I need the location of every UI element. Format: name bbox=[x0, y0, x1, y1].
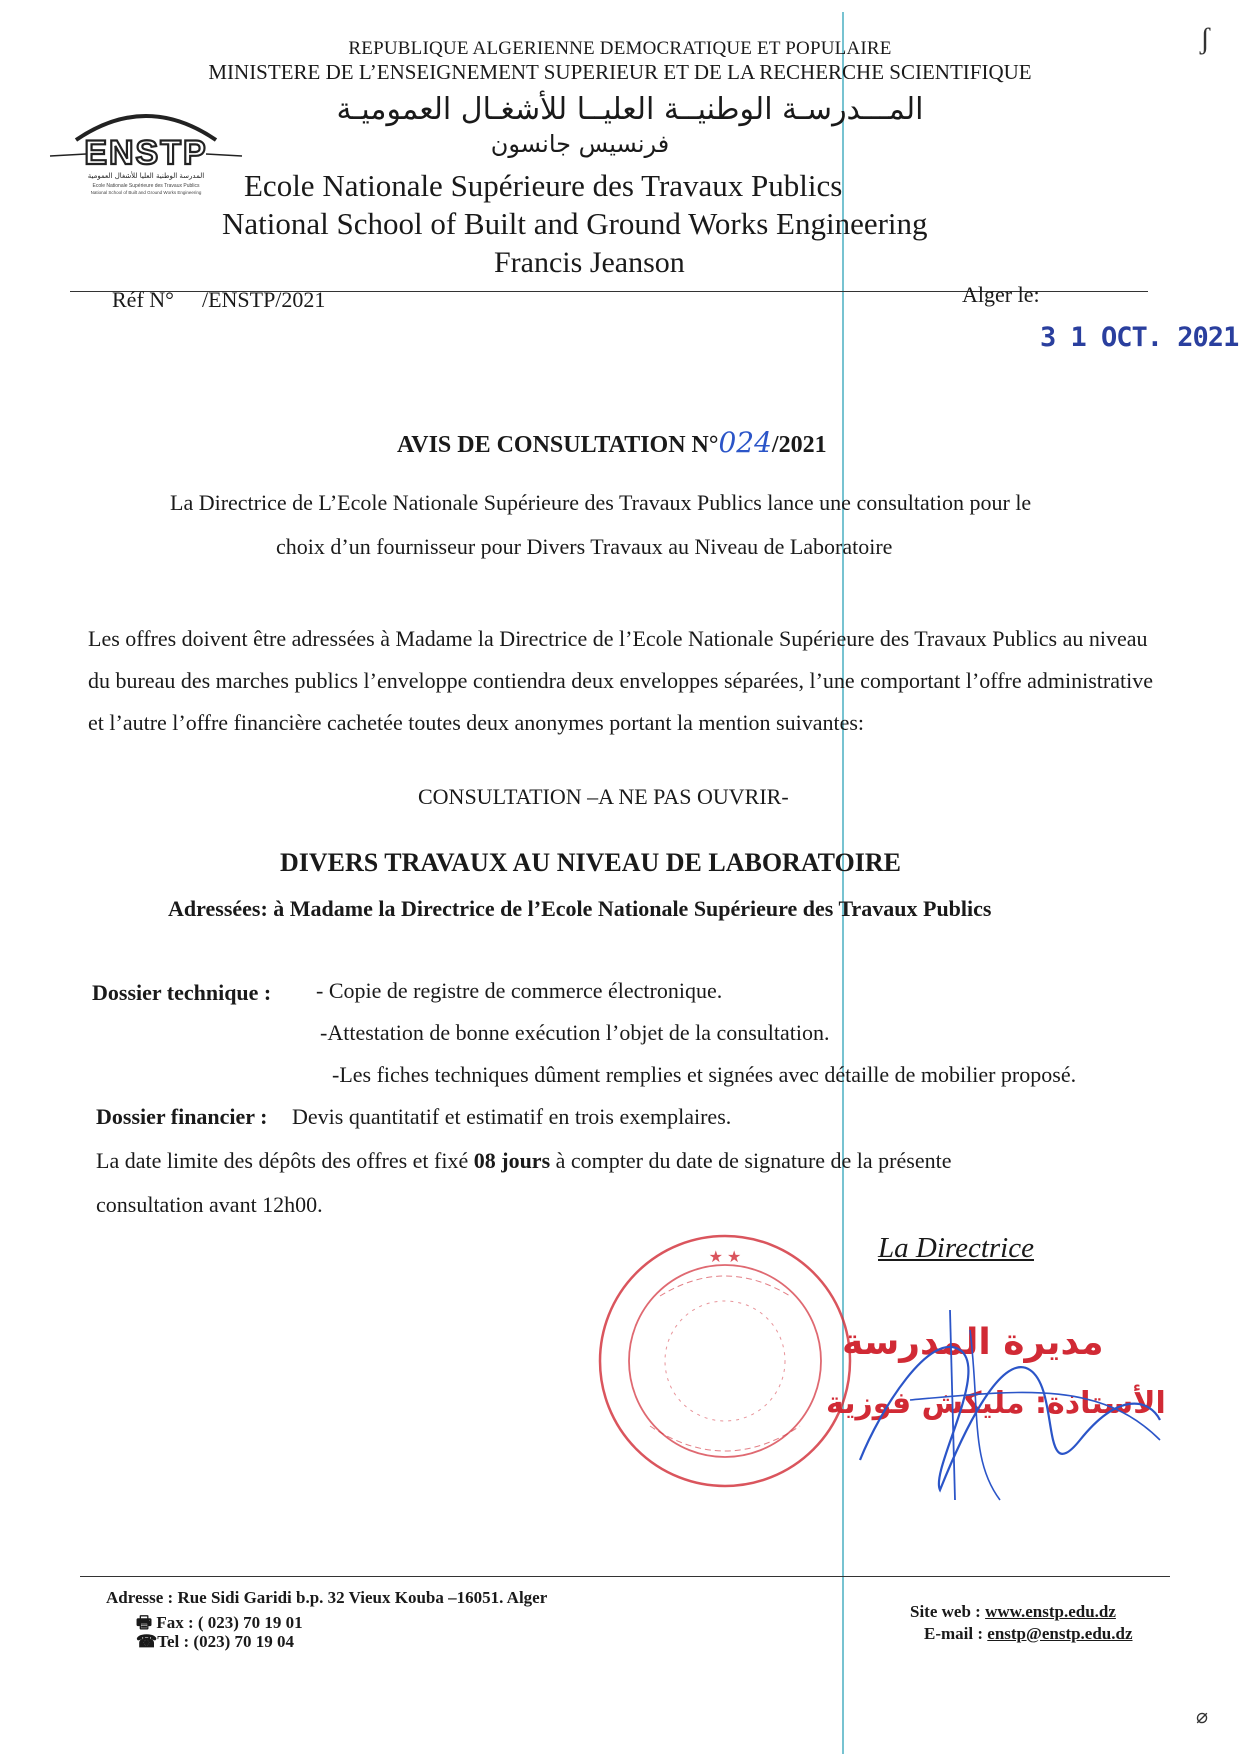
corner-mark: ⌀ bbox=[1196, 1706, 1209, 1728]
corner-mark: ʃ bbox=[1200, 22, 1210, 55]
financial-file-text: Devis quantitatif et estimatif en trois exemplaires. bbox=[292, 1104, 732, 1129]
footer-address: Adresse : Rue Sidi Garidi b.p. 32 Vieux Kouba –16051. Alger bbox=[106, 1588, 548, 1607]
footer-fax: 🖶 Fax : ( 023) 70 19 01 bbox=[136, 1613, 303, 1632]
intro-line-1: La Directrice de L’Ecole Nationale Supérieure des Travaux Publics lance une consultation pour le bbox=[170, 490, 1032, 515]
svg-text:Ecole Nationale Supérieure des: Ecole Nationale Supérieure des Travaux Publics bbox=[92, 183, 200, 189]
svg-text:المدرسة الوطنية العليا للأشغال: المدرسة الوطنية العليا للأشغال العمومية bbox=[87, 172, 205, 180]
republic-header: REPUBLIQUE ALGERIENNE DEMOCRATIQUE ET POPULAIRE bbox=[348, 38, 892, 59]
addressed-to: Adressées: à Madame la Directrice de l’Ecole Nationale Supérieure des Travaux Publics bbox=[168, 896, 992, 921]
deadline-line-1: La date limite des dépôts des offres et fixé 08 jours à compter du date de signature de la présente bbox=[96, 1148, 952, 1173]
school-name-en: National School of Built and Ground Works Engineering bbox=[222, 206, 928, 241]
signatory-title: La Directrice bbox=[878, 1232, 1034, 1264]
school-name-fr: Ecole Nationale Supérieure des Travaux Publics bbox=[244, 168, 843, 203]
svg-text:National School of Built and G: National School of Built and Ground Works Engineering bbox=[90, 190, 202, 195]
reference-number: /ENSTP/2021 bbox=[201, 287, 326, 312]
signatory-role-ar: مديرة المدرسة bbox=[842, 1322, 1104, 1363]
arabic-person-name: فرنسيس جانسون bbox=[490, 130, 670, 158]
school-patron-name: Francis Jeanson bbox=[494, 246, 685, 279]
handwritten-number: 024 bbox=[718, 426, 772, 459]
technical-file-label: Dossier technique : bbox=[92, 980, 272, 1005]
footer-tel: ☎Tel : (023) 70 19 04 bbox=[136, 1632, 294, 1651]
consultation-title: AVIS DE CONSULTATION N°024/2021 bbox=[397, 426, 827, 459]
technical-item: -Attestation de bonne exécution l’objet de la consultation. bbox=[320, 1020, 830, 1045]
date-stamp: 3 1 OCT. 2021 bbox=[1040, 322, 1239, 353]
deadline-days: 08 jours bbox=[473, 1148, 551, 1173]
fax-icon: 🖶 bbox=[136, 1613, 157, 1632]
financial-file-label: Dossier financier : bbox=[96, 1104, 268, 1129]
deadline-line-2: consultation avant 12h00. bbox=[96, 1192, 323, 1217]
do-not-open-mention: CONSULTATION –A NE PAS OUVRIR- bbox=[418, 784, 789, 809]
arabic-school-name: المـــدرسـة الوطنيــة العليــا للأشغـال العموميـة bbox=[336, 92, 924, 127]
technical-item: -Les fiches techniques dûment remplies et signées avec détaille de mobilier proposé. bbox=[332, 1062, 1077, 1087]
offers-paragraph: Les offres doivent être adressées à Madame la Directrice de l’Ecole Nationale Supérieure des Travaux Publics au niveau du bureau des marches publics l’enveloppe contiendra deux enveloppes séparées, l’une comportant l’offre administrative et l’autre l’offre financière cachetée toutes deux anonymes portant la mention suivantes: bbox=[88, 626, 1153, 735]
ministry-header: MINISTERE DE L’ENSEIGNEMENT SUPERIEUR ET DE LA RECHERCHE SCIENTIFIQUE bbox=[208, 60, 1032, 84]
footer-email: E-mail : enstp@enstp.edu.dz bbox=[924, 1624, 1133, 1643]
signatory-name-ar: الأستاذة: مليكش فوزية bbox=[826, 1386, 1166, 1421]
svg-text:ENSTP: ENSTP bbox=[84, 134, 208, 172]
reference-line bbox=[112, 287, 325, 313]
reference-label: Réf N° bbox=[112, 287, 174, 312]
website-link[interactable]: www.enstp.edu.dz bbox=[985, 1602, 1116, 1621]
footer-site: Site web : www.enstp.edu.dz bbox=[910, 1602, 1116, 1621]
phone-icon: ☎ bbox=[136, 1632, 158, 1651]
intro-line-2: choix d’un fournisseur pour Divers Travaux au Niveau de Laboratoire bbox=[276, 534, 893, 559]
place-label: Alger le: bbox=[962, 282, 1040, 307]
technical-item: - Copie de registre de commerce électronique. bbox=[316, 978, 723, 1003]
enstp-logo bbox=[46, 98, 246, 198]
email-link[interactable]: enstp@enstp.edu.dz bbox=[987, 1624, 1133, 1643]
subject-title: DIVERS TRAVAUX AU NIVEAU DE LABORATOIRE bbox=[280, 848, 902, 877]
handwritten-signature bbox=[820, 1290, 1180, 1510]
svg-text:★ ★: ★ ★ bbox=[708, 1249, 742, 1266]
footer-divider bbox=[80, 1576, 1170, 1577]
